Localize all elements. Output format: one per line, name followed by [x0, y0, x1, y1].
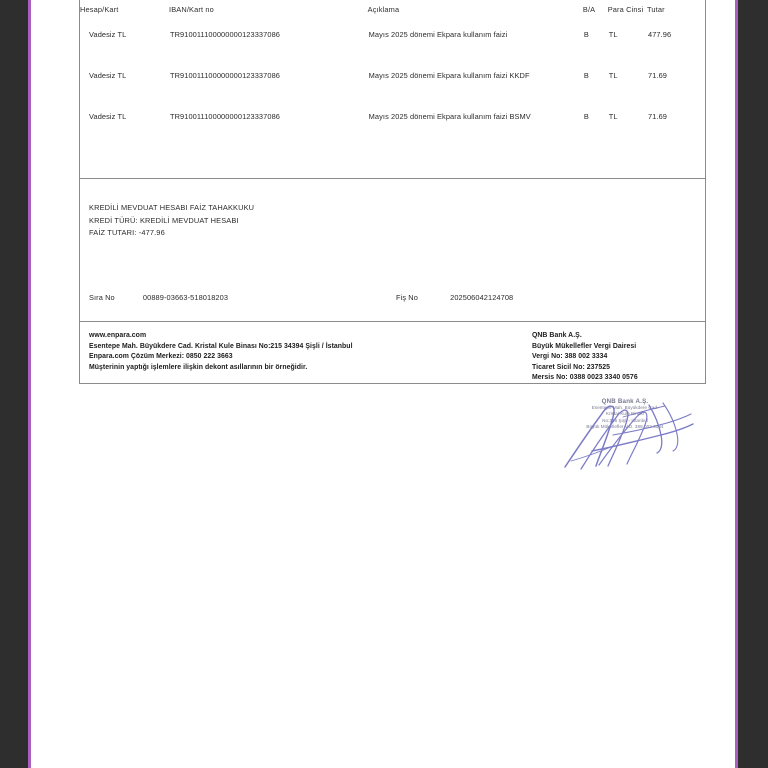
- memo-line-title: KREDİLİ MEVDUAT HESABI FAİZ TAHAKKUKU: [89, 203, 255, 212]
- footer-website: www.enpara.com: [89, 332, 147, 339]
- cell-iban: TR910011100000000123337086: [169, 71, 280, 80]
- memo-line-credit-type: KREDİ TÜRÜ: KREDİLİ MEVDUAT HESABI: [89, 215, 239, 225]
- column-header-ba: B/A: [582, 5, 596, 14]
- table-row-spacer: [80, 137, 705, 178]
- page-canvas: [31, 0, 735, 768]
- sira-no-label: Sıra No: [89, 293, 115, 302]
- cell-hesap-kart: Vadesiz TL: [89, 112, 127, 121]
- footer-tax-office: Büyük Mükellefler Vergi Dairesi: [532, 342, 637, 350]
- fis-no-group: [396, 293, 513, 302]
- cell-ba: B: [583, 112, 589, 121]
- viewer-gutter-right: [739, 0, 768, 768]
- cell-para-cinsi: TL: [608, 30, 618, 39]
- footer-helpline: Enpara.com Çözüm Merkezi: 0850 222 3663: [89, 353, 233, 361]
- footer-trade-registry: Ticaret Sicil No: 237525: [532, 363, 611, 371]
- cell-aciklama: Mayıs 2025 dönemi Ekpara kullanım faizi BSMV: [368, 112, 531, 121]
- cell-iban: TR910011100000000123337086: [169, 30, 280, 39]
- column-header-para-cinsi: Para Cinsi: [607, 5, 644, 14]
- signature-stamp-area: [551, 395, 731, 480]
- cell-iban: TR910011100000000123337086: [169, 112, 280, 121]
- footer-legal-block: [532, 331, 638, 384]
- column-header-aciklama: Açıklama: [367, 5, 400, 14]
- footer-mersis-number: Mersis No: 0388 0023 3340 0576: [532, 374, 638, 382]
- table-row: [80, 14, 705, 55]
- memo-section: [80, 179, 705, 321]
- table-row: [80, 96, 705, 137]
- stamp-title: QNB Bank A.Ş.: [601, 398, 649, 405]
- fis-no-label: Fiş No: [396, 293, 418, 302]
- cell-tutar: 71.69: [648, 71, 668, 80]
- column-header-tutar: Tutar: [647, 5, 665, 14]
- cell-aciklama: Mayıs 2025 dönemi Ekpara kullanım faizi: [368, 30, 508, 39]
- stamp-address-line-1: Esentepe Mah. Büyükdere Cad.: [591, 405, 659, 411]
- memo-line-interest: FAİZ TUTARI: -477.96: [89, 228, 165, 238]
- column-header-hesap-kart: Hesap/Kart: [80, 5, 119, 14]
- footer-address: Esentepe Mah. Büyükdere Cad. Kristal Kule Binası No:215 34394 Şişli / İstanbul: [89, 342, 353, 350]
- cell-tutar: 71.69: [648, 112, 668, 121]
- cell-hesap-kart: Vadesiz TL: [89, 30, 127, 39]
- sira-no-value: 00889-03663-518018203: [142, 293, 229, 302]
- receipt-document: [79, 0, 706, 384]
- footer-tax-number: Vergi No: 388 002 3334: [532, 353, 608, 361]
- table-header-row: [80, 0, 705, 14]
- cell-ba: B: [583, 30, 589, 39]
- footer-bank-name: QNB Bank A.Ş.: [532, 332, 582, 339]
- cell-ba: B: [583, 71, 589, 80]
- cell-para-cinsi: TL: [608, 71, 618, 80]
- column-header-iban: IBAN/Kart no: [168, 5, 214, 14]
- table-row: [80, 55, 705, 96]
- page-edge-right: [735, 0, 738, 768]
- bank-stamp: [573, 399, 677, 430]
- handwritten-signature-icon: [551, 395, 731, 480]
- cell-hesap-kart: Vadesiz TL: [89, 71, 127, 80]
- fis-no-value: 202506042124708: [450, 293, 514, 302]
- reference-row: [89, 293, 696, 302]
- footer-notice: Müşterinin yaptığı işlemlere ilişkin dekont asıllarının bir örneğidir.: [89, 363, 308, 371]
- footer-contact-block: [89, 331, 353, 373]
- viewer-gutter-left: [0, 0, 27, 768]
- cell-aciklama: Mayıs 2025 dönemi Ekpara kullanım faizi KKDF: [368, 71, 530, 80]
- stamp-address-line-3: No:215 Şişli - İstanbul: [602, 417, 648, 423]
- cell-para-cinsi: TL: [608, 112, 618, 121]
- receipt-body: [80, 0, 705, 383]
- stamp-address-line-4: Büyük Mükellefler V.D. 388 002 3334: [586, 423, 664, 429]
- stamp-address-line-2: Kristal Kule Binası: [605, 411, 645, 417]
- receipt-footer: [80, 321, 705, 383]
- transactions-table: [80, 0, 705, 178]
- cell-tutar: 477.96: [648, 30, 672, 39]
